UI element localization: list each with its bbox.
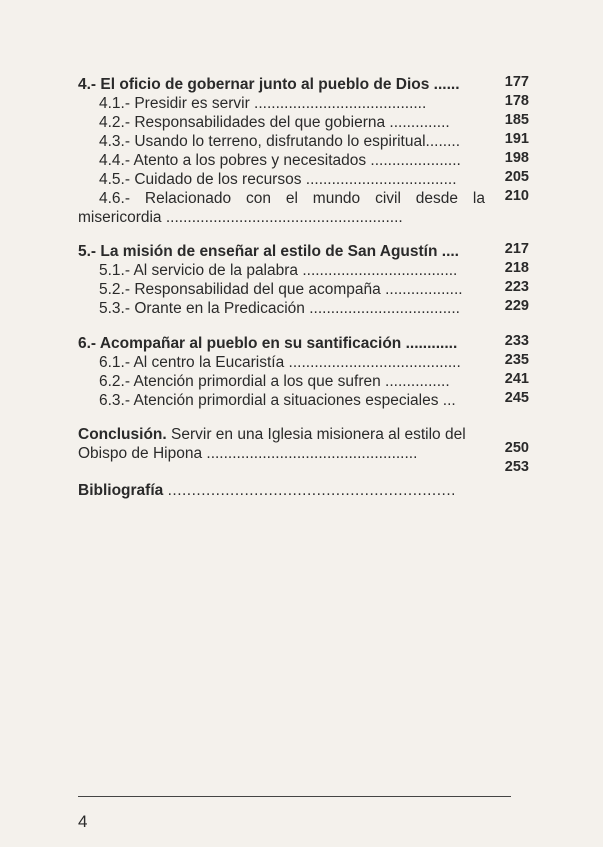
conclusion-title: Servir en una Iglesia misionera al estilo del [171,426,466,443]
toc-entry-4-6-word: con [245,190,271,207]
toc-entry-4-5: 4.5.- Cuidado de los recursos ................................... [99,171,457,188]
toc-entry-6-1: 6.1.- Al centro la Eucaristía ........................................ [99,354,461,371]
toc-entry-4-6-word: desde [415,190,459,207]
toc-entry-4-3: 4.3.- Usando lo terreno, disfrutando lo espiritual........ [99,133,460,150]
toc-entry-5-2-page: 223 [504,279,529,295]
toc-entry-5-1: 5.1.- Al servicio de la palabra .................................... [99,262,458,279]
toc-entry-5-3: 5.3.- Orante en la Predicación ................................... [99,300,460,317]
toc-entry-4-6-continuation: misericordia ....................................................... [78,209,403,226]
toc-entry-4-4-page: 198 [504,150,529,166]
toc-entry-4-6-word: el [285,190,298,207]
chapter-4-page: 177 [504,74,529,90]
toc-entry-4-1: 4.1.- Presidir es servir ........................................ [99,95,427,112]
chapter-5-title: 5.- La misión de enseñar al estilo de San Agustín .... [78,243,459,260]
toc-entry-6-3: 6.3.- Atención primordial a situaciones especiales ... [99,392,456,409]
bibliography-line [78,482,456,500]
page-number: 4 [78,812,88,831]
toc-entry-5-1-page: 218 [504,260,529,276]
toc-entry-4-4: 4.4.- Atento a los pobres y necesitados ..................... [99,152,461,169]
chapter-6-page: 233 [504,333,529,349]
toc-entry-4-6-word: civil [375,190,401,207]
toc-entry-4-6-word: 4.6.- [99,190,131,207]
toc-entry-6-1-page: 235 [504,352,529,368]
toc-entry-5-2: 5.2.- Responsabilidad del que acompaña .................. [99,281,463,298]
bibliography-leader: ............................................................ [167,482,456,499]
toc-entry-4-2-page: 185 [504,112,529,128]
toc-entry-4-2: 4.2.- Responsabilidades del que gobierna .............. [99,114,450,131]
toc-entry-4-6-word: Relacionado [144,190,232,207]
conclusion-heading: Conclusión. [78,426,167,443]
toc-entry-4-1-page: 178 [504,93,529,109]
chapter-5-page: 217 [504,241,529,257]
toc-entry-6-2-page: 241 [504,371,529,387]
toc-entry-6-2: 6.2.- Atención primordial a los que sufren ............... [99,373,450,390]
chapter-4-title: 4.- El oficio de gobernar junto al pueblo de Dios ...... [78,76,460,93]
footer-rule [78,796,511,797]
toc-entry-6-3-page: 245 [504,390,529,406]
chapter-6-title: 6.- Acompañar al pueblo en su santificación ............ [78,335,458,352]
conclusion-line-2: Obispo de Hipona ................................................. [78,445,418,462]
toc-entry-5-3-page: 229 [504,298,529,314]
toc-entry-4-6-word: mundo [312,190,361,207]
conclusion-page: 250 [504,440,529,456]
toc-entry-4-6 [99,190,485,208]
toc-entry-4-3-page: 191 [504,131,529,147]
toc-entry-4-5-page: 205 [504,169,529,185]
conclusion-line-1 [78,426,466,444]
toc-entry-4-6-page: 210 [504,188,529,204]
toc-entry-4-6-word: la [472,190,485,207]
bibliography-title: Bibliografía [78,482,164,499]
conclusion-page-2: 253 [504,459,529,475]
